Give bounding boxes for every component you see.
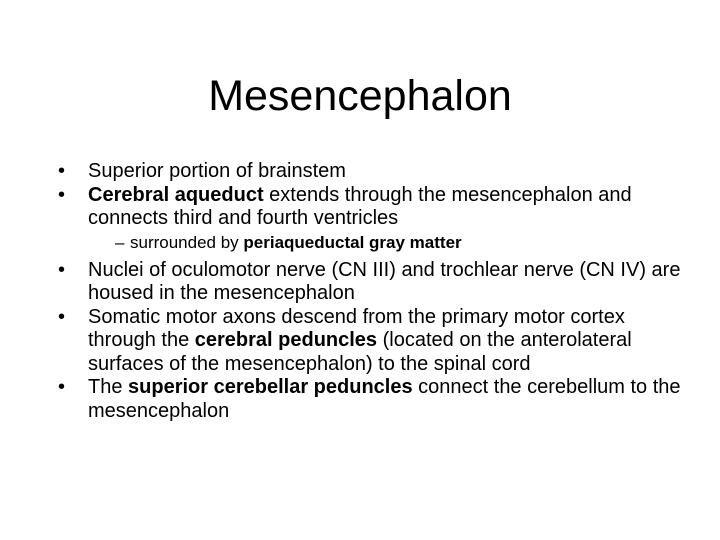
bullet-item [58, 259, 698, 306]
bullet-text [88, 376, 681, 422]
bullet-marker: • [58, 305, 66, 328]
bullet-marker: • [58, 183, 66, 206]
bullet-text-segment: Nuclei of oculomotor nerve (CN III) and trochlear nerve (CN IV) are housed in the mesencephalon [88, 258, 681, 304]
bullet-marker: • [58, 160, 66, 182]
bullet-text-segment: Somatic motor axons descend from the primary motor cortex through the [88, 305, 625, 351]
sub-bullet-text-segment: surrounded by [130, 232, 244, 252]
sub-bullet-marker: – [115, 232, 125, 252]
bullet-text [88, 184, 632, 230]
bullet-list [58, 160, 698, 423]
slide-title: Mesencephalon [208, 72, 512, 120]
bullet-item [58, 376, 698, 423]
bullet-marker: • [58, 258, 66, 281]
bullet-text-bold: cerebral peduncles [194, 329, 378, 351]
bullet-text-segment: The [88, 376, 129, 398]
bullet-text-segment: Superior portion of brainstem [88, 160, 346, 182]
sub-bullet-text-bold: periaqueductal gray matter [243, 232, 462, 252]
bullet-item [58, 184, 698, 231]
bullet-marker: • [58, 376, 66, 398]
bullet-text-bold: Cerebral aqueduct [88, 183, 264, 206]
bullet-item [58, 160, 698, 184]
bullet-text-segment: (located on the anterolateral surfaces of the mesencephalon) to the spinal cord [88, 329, 632, 375]
bullet-text [88, 259, 680, 305]
sub-bullet-item [58, 233, 698, 253]
bullet-text-segment: connect the cerebellum to the mesencephalon [88, 376, 681, 422]
bullet-text [88, 160, 346, 182]
sub-bullet-text [130, 233, 462, 252]
bullet-text-segment: extends through the mesencephalon and connects third and fourth ventricles [88, 183, 632, 229]
bullet-text [88, 306, 632, 375]
bullet-text-bold: superior cerebellar peduncles [128, 376, 413, 398]
bullet-item [58, 306, 698, 377]
